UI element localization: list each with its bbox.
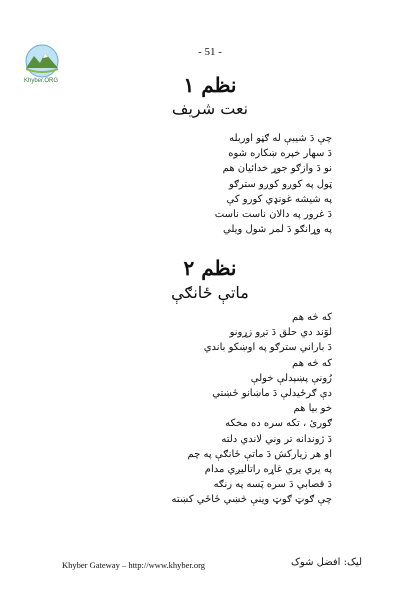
poem-line: په شيشه غونډي کورو کې (226, 193, 332, 205)
poem-line: دَ قصابي دَ سره پَسه په رنګه (213, 479, 332, 491)
poem-line: ګورئ ، تکه سره ده مخکه (225, 418, 332, 430)
poem-line: چې دَ شيبې له ګڼو اوربله (229, 133, 332, 144)
footer-source-link[interactable]: Khyber Gateway – http://www.khyber.org (62, 560, 206, 570)
page-number: - 51 - (198, 46, 222, 58)
poem1-body (215, 131, 332, 237)
poem2-body (172, 310, 332, 508)
poem-line: نو دَ وازګو جوړ خدائيان هم (222, 163, 332, 175)
poem-line: خو بيا هم (293, 403, 332, 415)
poem-line: په يري يري غاړه راتاليږي مدام (204, 464, 332, 476)
footer-author: ليک: افضل شوک (290, 557, 362, 568)
logo-text: Khyber.ORG (23, 78, 58, 84)
poem-line: که څه هم (292, 312, 332, 323)
poem-line: لوَند دي حلق دَ تږو زړونو (229, 327, 332, 339)
poem-line: او هر زيارکش دَ ماتې ځانګې په چم (187, 448, 332, 460)
poem1-title: نظم ۱ (183, 73, 237, 97)
poem-line: دَ ژوندانه تر وني لاندي دلته (221, 433, 332, 445)
poem-line: رُونې پښېدلې خولې (250, 372, 332, 384)
poem1-subtitle: نعت شريف (171, 99, 249, 118)
poem-line: دې ګرځيدلې دَ ماښانو ځښتي (212, 388, 332, 400)
poem-line: دَ غرور په دالان ناست ناست (214, 209, 332, 221)
poem-line: دَ سهار خپره ښکاره شوه (228, 148, 332, 160)
poem-line: چې ګوټ ګوټ وينې څښي ځاځي کښته (171, 494, 332, 506)
poem-line: که څه هم (292, 357, 332, 369)
poem2-subtitle: ماتې ځانګې (171, 283, 249, 302)
poem-line: ټول په کوږو کوږو سترګو (228, 178, 332, 190)
poem-line: په وړانګو دَ لمر شول ويلي (223, 224, 332, 236)
poem-line: دَ باراني سترګو په اوښکو باندي (203, 342, 332, 354)
poem2-title: نظم ۲ (183, 256, 237, 280)
